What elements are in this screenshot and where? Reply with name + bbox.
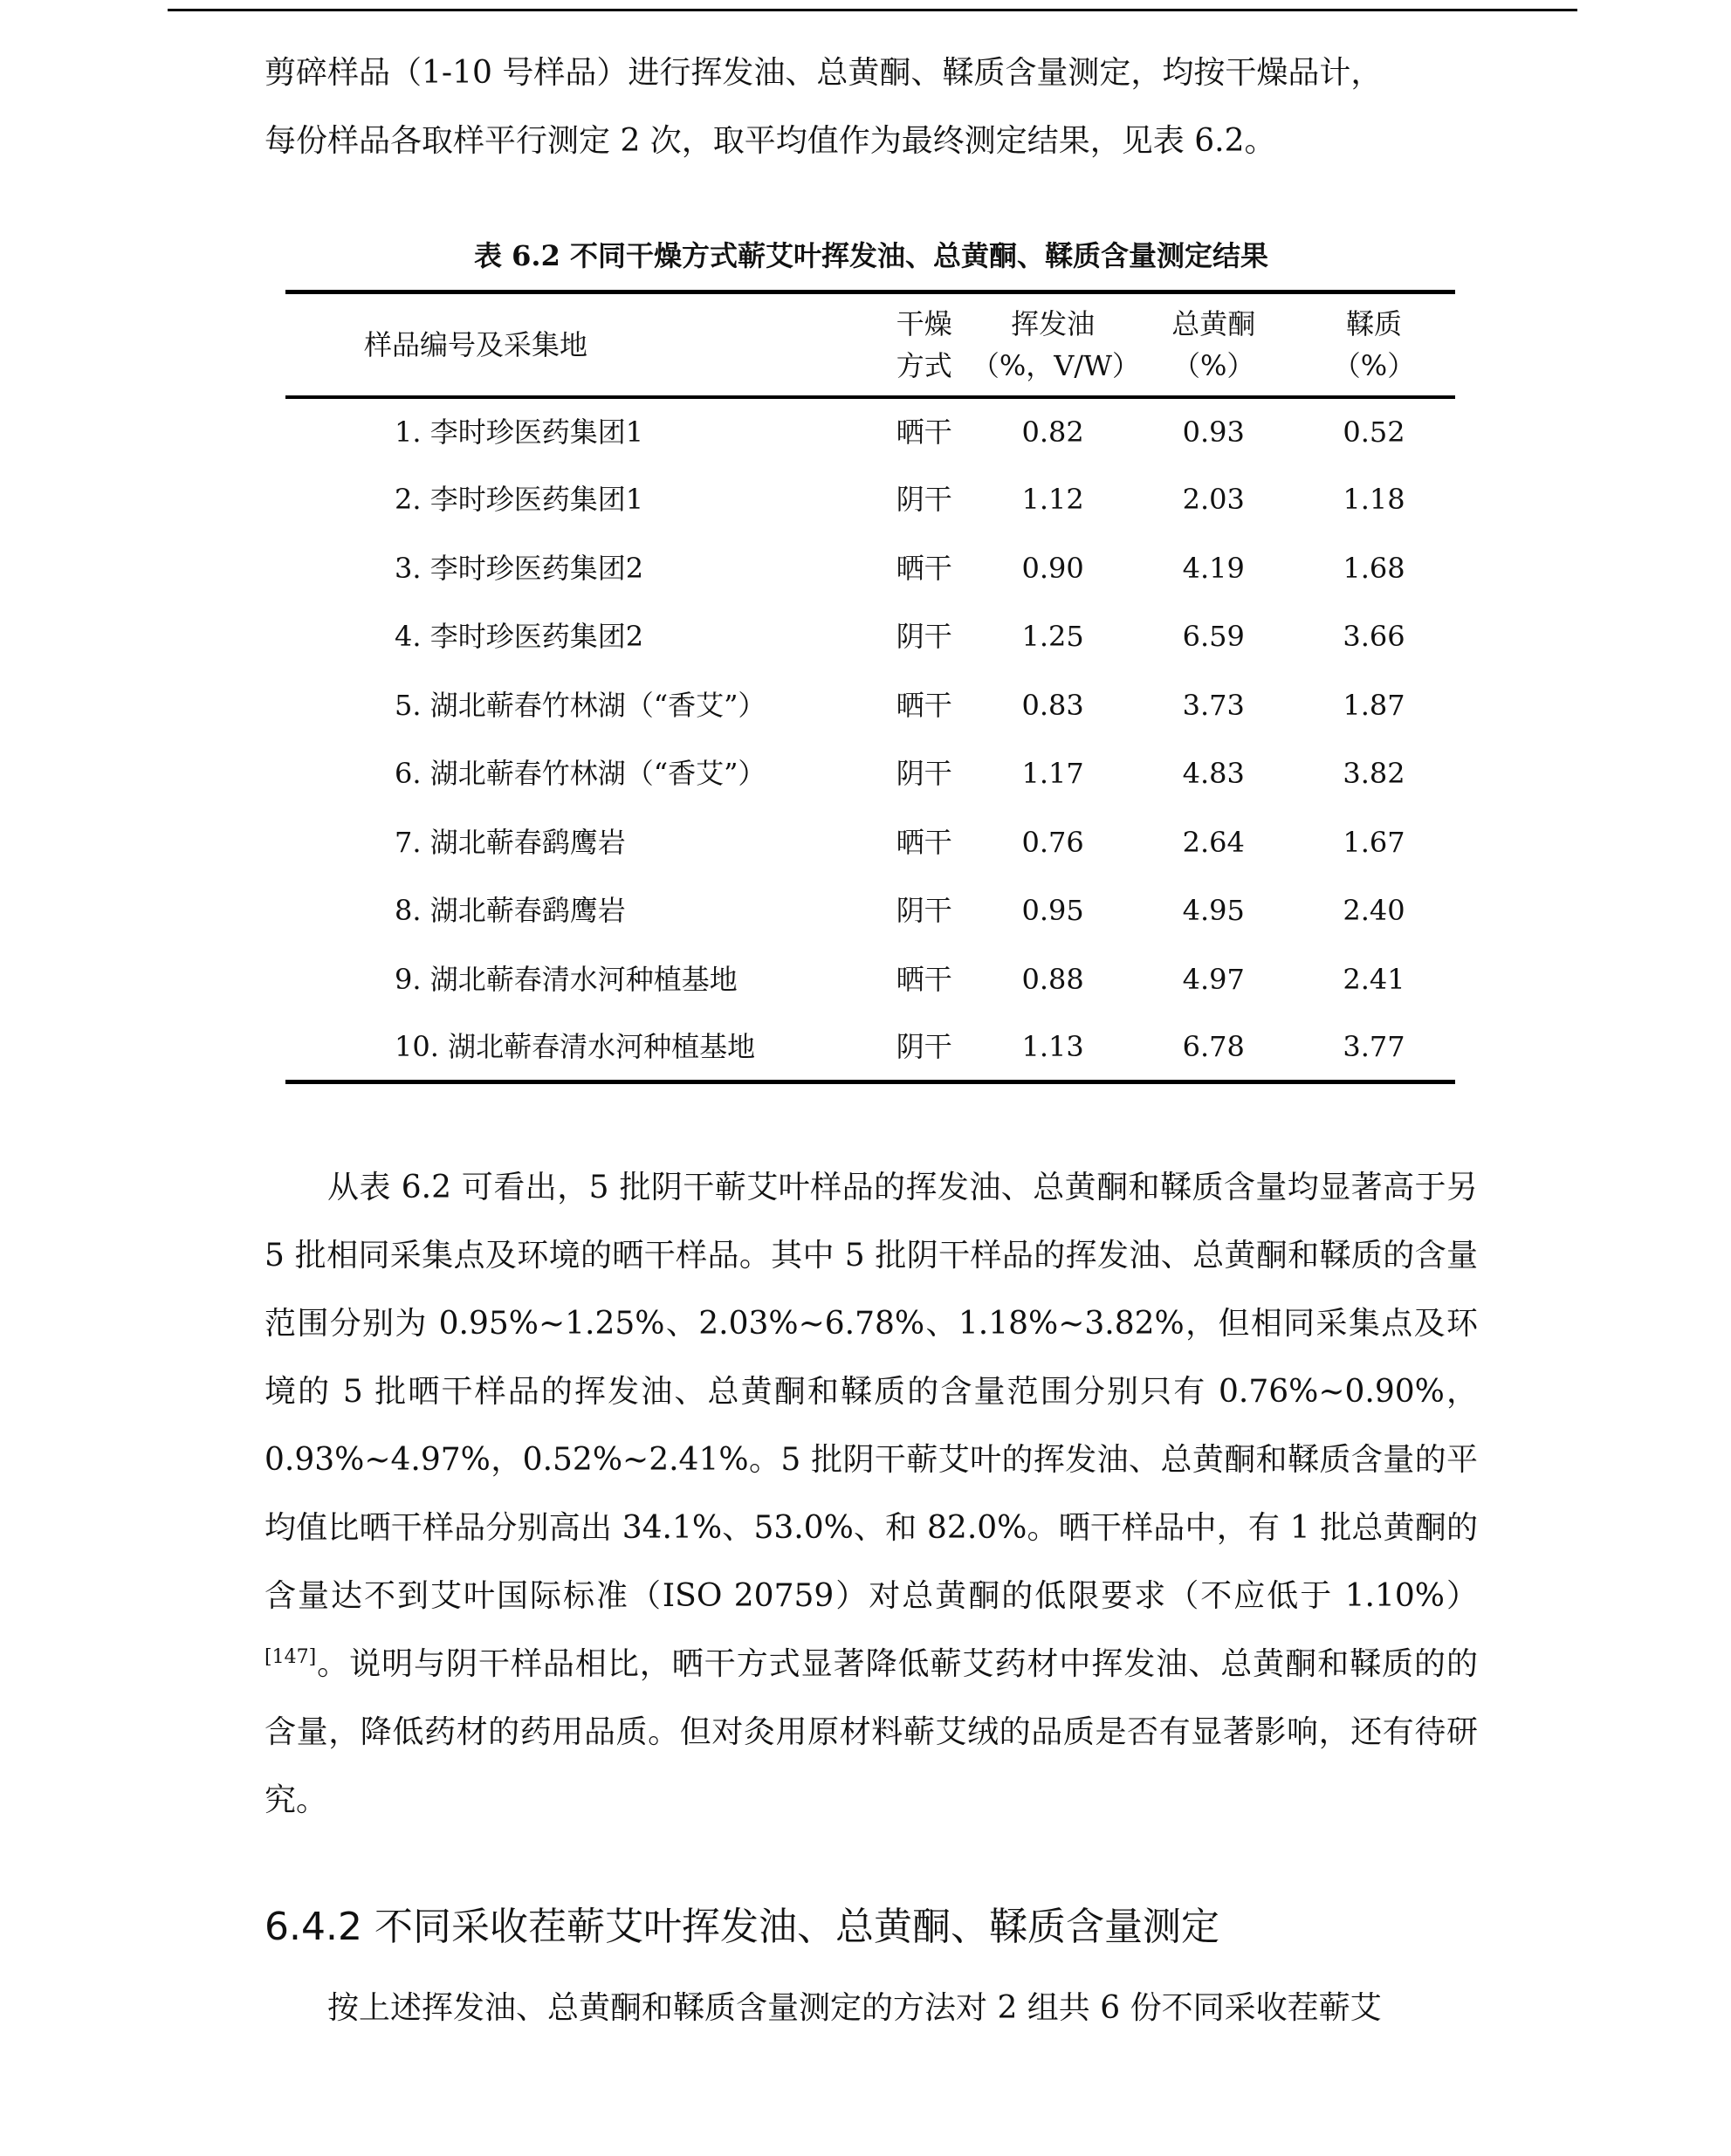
- cell-flavonoids: 4.83: [1182, 757, 1245, 791]
- table-caption: 表 6.2 不同干燥方式蕲艾叶挥发油、总黄酮、鞣质含量测定结果: [474, 239, 1268, 272]
- cell-method: 晒干: [896, 962, 952, 996]
- cell-tannin: 3.82: [1343, 757, 1405, 791]
- cell-tannin: 1.67: [1343, 825, 1405, 859]
- cell-oil: 0.76: [1021, 825, 1084, 859]
- cell-sample: 2. 李时珍医药集团1: [395, 483, 644, 517]
- cell-flavonoids: 2.64: [1182, 825, 1245, 859]
- table-row: [285, 671, 1455, 740]
- cell-sample: 5. 湖北蕲春竹林湖（“香艾”）: [395, 688, 766, 722]
- cell-oil: 1.13: [972, 1013, 1135, 1082]
- analysis-text-continued: 。说明与阴干样品相比，晒干方式显著降低蕲艾药材中挥发油、总黄酮和鞣质的的含量，降低药材的药用品质。但对灸用原材料蕲艾绒的品质是否有显著影响，还有待研究。: [264, 1646, 1478, 1818]
- cell-flavonoids: 4.19: [1182, 551, 1245, 585]
- cell-oil: 1.17: [1021, 757, 1084, 791]
- cell-method: 阴干: [896, 757, 952, 791]
- next-paragraph-text: 按上述挥发油、总黄酮和鞣质含量测定的方法对 2 组共 6 份不同采收茬蕲艾: [327, 1990, 1382, 2026]
- cell-tannin: 1.18: [1343, 483, 1405, 517]
- cell-method: 晒干: [896, 415, 952, 449]
- table-row: [285, 1013, 1455, 1082]
- cell-oil: 1.25: [1021, 620, 1084, 654]
- cell-flavonoids: 6.78: [1134, 1013, 1293, 1082]
- header-rule: [168, 9, 1577, 11]
- table-row: [285, 534, 1455, 603]
- header-total-flavonoids: 总黄酮 （%）: [1134, 292, 1293, 397]
- cell-tannin: 3.66: [1343, 620, 1405, 654]
- cell-tannin: 1.68: [1343, 551, 1405, 585]
- results-table: [285, 290, 1455, 1084]
- table-row: [285, 465, 1455, 534]
- cell-flavonoids: 2.03: [1182, 483, 1245, 517]
- section-heading: 6.4.2 不同采收茬蕲艾叶挥发油、总黄酮、鞣质含量测定: [264, 1905, 1219, 1949]
- cell-flavonoids: 4.95: [1182, 894, 1245, 928]
- cell-oil: 0.95: [1021, 894, 1084, 928]
- cell-method: 晒干: [896, 825, 952, 859]
- table-row: [285, 739, 1455, 808]
- cell-flavonoids: 0.93: [1182, 415, 1245, 449]
- cell-oil: 0.82: [1021, 415, 1084, 449]
- cell-tannin: 3.77: [1293, 1013, 1455, 1082]
- table-row: [285, 397, 1455, 466]
- cell-sample: 1. 李时珍医药集团1: [395, 415, 644, 449]
- cell-oil: 0.83: [1021, 688, 1084, 722]
- cell-tannin: 1.87: [1343, 688, 1405, 722]
- analysis-text: 从表 6.2 可看出，5 批阴干蕲艾叶样品的挥发油、总黄酮和鞣质含量均显著高于另 5 批相同采集点及环境的晒干样品。其中 5 批阴干样品的挥发油、总黄酮和鞣质的含量范围分别为 0.95%~1.25%、2.03%~6.78%、1.18%~3.82%，但相同采集点及环境的 5 批晒干样品的挥发油、总黄酮和鞣质的含量范围分别只有 0.76%~0.90%，0.93%~4.97%，0.52%~2.41%。5 批阴干蕲艾叶的挥发油、总黄酮和鞣质含量的平均值比晒干样品分别高出 34.1%、53.0%、和 82.0%。晒干样品中，有 1 批总黄酮的含量达不到艾叶国际标准（ISO 20759）对总黄酮的低限要求（不应低于 1.10%）: [264, 1170, 1478, 1614]
- cell-flavonoids: 4.97: [1182, 962, 1245, 996]
- intro-paragraph: [264, 39, 1478, 175]
- intro-line-1: 剪碎样品（1-10 号样品）进行挥发油、总黄酮、鞣质含量测定，均按干燥品计，: [264, 55, 1383, 91]
- cell-method: 阴干: [877, 1013, 972, 1082]
- cell-sample: 10. 湖北蕲春清水河种植基地: [285, 1013, 877, 1082]
- table-row: [285, 945, 1455, 1014]
- header-volatile-oil: 挥发油 （%，V/W）: [972, 292, 1135, 397]
- header-tannin: 鞣质 （%）: [1293, 292, 1455, 397]
- cell-oil: 1.12: [1021, 483, 1084, 517]
- cell-flavonoids: 3.73: [1182, 688, 1245, 722]
- cell-tannin: 2.40: [1343, 894, 1405, 928]
- citation-reference: [147]: [264, 1646, 317, 1668]
- cell-sample: 9. 湖北蕲春清水河种植基地: [395, 962, 738, 996]
- cell-tannin: 0.52: [1343, 415, 1405, 449]
- cell-method: 阴干: [896, 483, 952, 517]
- header-sample: 样品编号及采集地: [285, 292, 877, 397]
- cell-sample: 3. 李时珍医药集团2: [395, 551, 644, 585]
- cell-flavonoids: 6.59: [1182, 620, 1245, 654]
- next-paragraph: [264, 1974, 1478, 2043]
- cell-oil: 0.88: [1021, 962, 1084, 996]
- analysis-paragraph: [264, 1154, 1478, 1835]
- table-row: [285, 808, 1455, 877]
- table-row: [285, 876, 1455, 945]
- cell-sample: 4. 李时珍医药集团2: [395, 620, 644, 654]
- cell-method: 阴干: [896, 894, 952, 928]
- intro-line-2: 每份样品各取样平行测定 2 次，取平均值作为最终测定结果，见表 6.2。: [264, 123, 1276, 159]
- cell-tannin: 2.41: [1343, 962, 1405, 996]
- cell-sample: 6. 湖北蕲春竹林湖（“香艾”）: [395, 757, 766, 791]
- cell-sample: 8. 湖北蕲春鹞鹰岩: [395, 894, 626, 928]
- cell-oil: 0.90: [1021, 551, 1084, 585]
- table-row: [285, 602, 1455, 671]
- cell-method: 晒干: [896, 688, 952, 722]
- header-drying-method: 干燥 方式: [877, 292, 972, 397]
- cell-method: 晒干: [896, 551, 952, 585]
- table-header-row: [285, 292, 1455, 397]
- cell-sample: 7. 湖北蕲春鹞鹰岩: [395, 825, 626, 859]
- cell-method: 阴干: [896, 620, 952, 654]
